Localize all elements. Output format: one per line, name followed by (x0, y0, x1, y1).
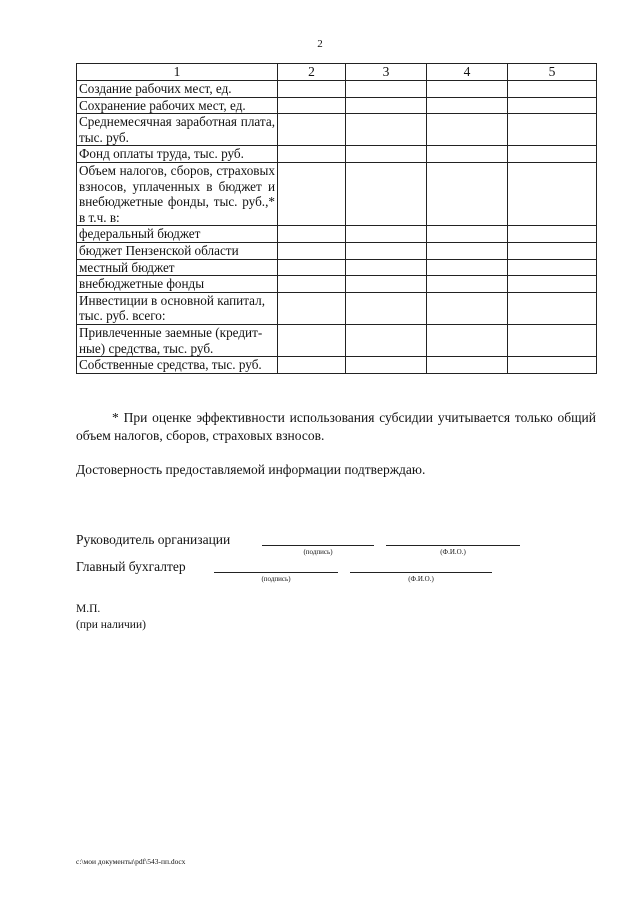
value-cell[interactable] (278, 242, 346, 259)
indicators-table (76, 63, 597, 374)
accountant-signature-label: Главный бухгалтер (76, 559, 186, 574)
value-cell[interactable] (427, 357, 508, 374)
value-cell[interactable] (508, 162, 597, 225)
value-cell[interactable] (508, 259, 597, 276)
table-header-row (77, 64, 597, 81)
head-signature-caption: (подпись) (303, 548, 333, 556)
value-cell[interactable] (508, 324, 597, 356)
accountant-name-caption: (Ф.И.О.) (408, 575, 434, 583)
row-label: федеральный бюджет (77, 226, 278, 243)
value-cell[interactable] (427, 81, 508, 98)
row-label: Среднемесячная заработная плата, тыс. руб. (77, 114, 278, 146)
value-cell[interactable] (346, 162, 427, 225)
row-label: Фонд оплаты труда, тыс. руб. (77, 146, 278, 163)
value-cell[interactable] (346, 292, 427, 324)
table-body (77, 81, 597, 374)
value-cell[interactable] (278, 81, 346, 98)
head-signature-blank (262, 545, 374, 546)
row-label: внебюджетные фонды (77, 276, 278, 293)
value-cell[interactable] (278, 259, 346, 276)
value-cell[interactable] (346, 242, 427, 259)
value-cell[interactable] (427, 97, 508, 114)
table-row (77, 146, 597, 163)
row-label: бюджет Пензенской области (77, 242, 278, 259)
row-label: Создание рабочих мест, ед. (77, 81, 278, 98)
value-cell[interactable] (508, 292, 597, 324)
value-cell[interactable] (346, 259, 427, 276)
value-cell[interactable] (346, 357, 427, 374)
table-row (77, 276, 597, 293)
confirmation-text: Достоверность предоставляемой информации подтверждаю. (76, 462, 426, 477)
value-cell[interactable] (427, 226, 508, 243)
value-cell[interactable] (427, 162, 508, 225)
table-row (77, 162, 597, 225)
value-cell[interactable] (508, 226, 597, 243)
table-row (77, 81, 597, 98)
value-cell[interactable] (278, 162, 346, 225)
value-cell[interactable] (508, 357, 597, 374)
column-header: 2 (278, 64, 346, 81)
value-cell[interactable] (508, 81, 597, 98)
head-name-caption: (Ф.И.О.) (440, 548, 466, 556)
value-cell[interactable] (278, 114, 346, 146)
table-row (77, 357, 597, 374)
value-cell[interactable] (508, 114, 597, 146)
head-signature-label: Руководитель организации (76, 532, 231, 547)
value-cell[interactable] (346, 114, 427, 146)
table-row (77, 242, 597, 259)
table-row (77, 226, 597, 243)
row-label: Объем налогов, сборов, страховых взносов, уплаченных в бюджет и внебюджетные фонды, тыс. руб.,* в т.ч. в: (77, 162, 278, 225)
table-row (77, 97, 597, 114)
footnote: * При оценке эффективности использования субсидии учитывается только общий объем налогов, сборов, страховых взносов. (76, 410, 596, 443)
value-cell[interactable] (346, 81, 427, 98)
value-cell[interactable] (427, 276, 508, 293)
accountant-name-blank (350, 572, 492, 573)
stamp-placeholder (76, 601, 146, 633)
row-label: Инвестиции в основной капитал, тыс. руб. всего: (77, 292, 278, 324)
value-cell[interactable] (346, 226, 427, 243)
footer-file-path: c:\мои документы\pdf\543-пп.docx (76, 857, 186, 866)
value-cell[interactable] (278, 97, 346, 114)
table-row (77, 324, 597, 356)
value-cell[interactable] (427, 146, 508, 163)
table-row (77, 259, 597, 276)
value-cell[interactable] (508, 146, 597, 163)
value-cell[interactable] (278, 226, 346, 243)
value-cell[interactable] (278, 292, 346, 324)
stamp-note: (при наличии) (76, 619, 146, 631)
head-name-blank (386, 545, 520, 546)
value-cell[interactable] (427, 324, 508, 356)
value-cell[interactable] (508, 242, 597, 259)
column-header: 5 (508, 64, 597, 81)
value-cell[interactable] (278, 357, 346, 374)
value-cell[interactable] (346, 97, 427, 114)
value-cell[interactable] (346, 146, 427, 163)
row-label: Привлеченные заемные (кредит-ные) средства, тыс. руб. (77, 324, 278, 356)
accountant-signature-blank (214, 572, 338, 573)
row-label: Собственные средства, тыс. руб. (77, 357, 278, 374)
accountant-signature-caption: (подпись) (261, 575, 291, 583)
column-header: 4 (427, 64, 508, 81)
stamp-label: М.П. (76, 603, 101, 615)
page-number: 2 (317, 38, 323, 50)
table-row (77, 292, 597, 324)
value-cell[interactable] (278, 146, 346, 163)
row-label: Сохранение рабочих мест, ед. (77, 97, 278, 114)
value-cell[interactable] (508, 276, 597, 293)
value-cell[interactable] (427, 242, 508, 259)
column-header: 3 (346, 64, 427, 81)
value-cell[interactable] (346, 324, 427, 356)
value-cell[interactable] (346, 276, 427, 293)
value-cell[interactable] (427, 114, 508, 146)
value-cell[interactable] (278, 324, 346, 356)
value-cell[interactable] (427, 292, 508, 324)
column-header: 1 (77, 64, 278, 81)
row-label: местный бюджет (77, 259, 278, 276)
value-cell[interactable] (278, 276, 346, 293)
value-cell[interactable] (508, 97, 597, 114)
value-cell[interactable] (427, 259, 508, 276)
table-row (77, 114, 597, 146)
